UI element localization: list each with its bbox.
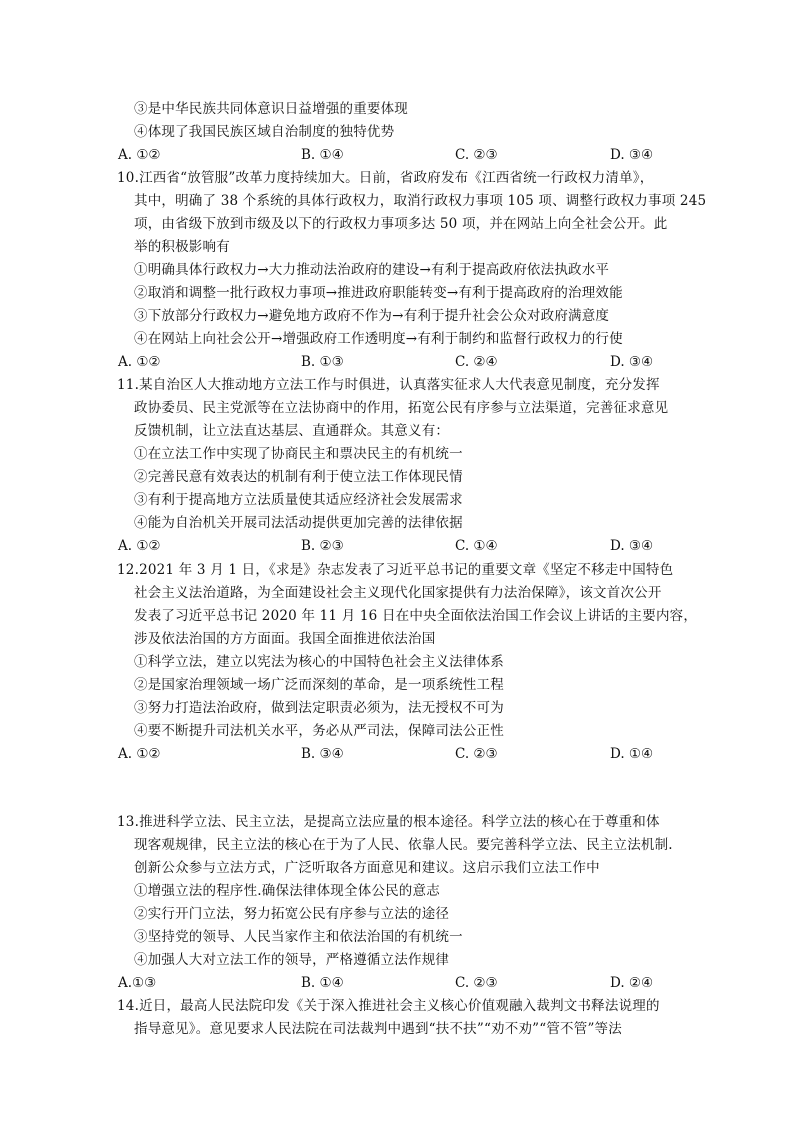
q12-item-4: ④要不断提升司法机关水平，务必从严司法，保障司法公正性 [134, 723, 504, 739]
q13-item-4: ④加强人大对立法工作的领导，严格遵循立法作规律 [134, 952, 450, 968]
q12-option-d[interactable]: D. ①④ [610, 746, 654, 762]
q10-options [118, 353, 678, 371]
q12-option-c[interactable]: C. ②③ [455, 746, 498, 762]
q10-stem-line-3: 项，由省级下放到市级及以下的行政权力事项多达 50 项，并在网站上向全社会公开。此 [134, 216, 668, 232]
q10-item-2: ②取消和调整一批行政权力事项→推进政府职能转变→有利于提高政府的治理效能 [134, 285, 623, 301]
q12-stem-line-4: 涉及依法治国的方方面面。我国全面推进依法治国 [134, 631, 436, 647]
q10-item-3: ③下放部分行政权力→避免地方政府不作为→有利于提升社会公众对政府满意度 [134, 308, 610, 324]
q9-option-b[interactable]: B. ①④ [301, 147, 344, 163]
q10-item-4: ④在网站上向社会公开→增强政府工作透明度→有利于制约和监督行政权力的行使 [134, 331, 623, 347]
q9-item-4: ④体现了我国民族区域自治制度的独特优势 [134, 124, 395, 140]
q11-stem-line-1: 11.某自治区人大推动地方立法工作与时俱进，认真落实征求人大代表意见制度，充分发挥 [117, 377, 660, 393]
q11-stem-line-3: 反馈机制，让立法直达基层、直通群众。其意义有： [134, 423, 450, 439]
q12-option-b[interactable]: B. ③④ [301, 746, 344, 762]
q10-option-a[interactable]: A. ①② [118, 354, 161, 370]
q11-item-3: ③有利于提高地方立法质量使其适应经济社会发展需求 [134, 492, 463, 508]
q10-stem-line-2: 其中，明确了 38 个系统的具体行政权力，取消行政权力事项 105 项、调整行政权力事项 245 [134, 193, 707, 209]
q13-option-b[interactable]: B. ①④ [301, 975, 344, 991]
q12-stem-line-2: 社会主义法治道路，为全面建设社会主义现代化国家提供有力法治保障》，该文首次公开 [134, 585, 662, 601]
q9-option-a[interactable]: A. ①② [118, 147, 161, 163]
q11-option-d[interactable]: D. ③④ [610, 538, 654, 554]
q10-stem-line-4: 举的积极影响有 [134, 239, 230, 255]
q13-item-1: ①增强立法的程序性.确保法律体现全体公民的意志 [134, 883, 440, 899]
q13-stem-line-1: 13.推进科学立法、民主立法，是提高立法应量的根本途径。科学立法的核心在于尊重和体 [117, 814, 660, 830]
q10-option-b[interactable]: B. ①③ [301, 354, 344, 370]
q13-item-2: ②实行开门立法，努力拓宽公民有序参与立法的途径 [134, 906, 450, 922]
q11-item-2: ②完善民意有效表达的机制有利于使立法工作体现民情 [134, 469, 463, 485]
q9-item-3: ③是中华民族共同体意识日益增强的重要体现 [134, 101, 408, 117]
q11-option-a[interactable]: A. ①② [118, 538, 161, 554]
q12-stem-line-3: 发表了习近平总书记 2020 年 11 月 16 日在中央全面依法治国工作会议上讲话的主要内容， [134, 608, 698, 624]
q13-options [118, 974, 678, 992]
q9-option-d[interactable]: D. ③④ [610, 147, 654, 163]
q9-options [118, 146, 678, 164]
q12-item-1: ①科学立法，建立以宪法为核心的中国特色社会主义法律体系 [134, 654, 504, 670]
q9-option-c[interactable]: C. ②③ [455, 147, 498, 163]
q13-stem-line-2: 现客观规律，民主立法的核心在于为了人民、依靠人民。要完善科学立法、民主立法机制. [134, 837, 673, 853]
q11-option-b[interactable]: B. ②③ [301, 538, 344, 554]
q10-option-d[interactable]: D. ③④ [610, 354, 654, 370]
q13-option-c[interactable]: C. ②③ [455, 975, 498, 991]
q13-stem-line-3: 创新公众参与立法方式，广泛听取各方面意见和建议。这启示我们立法工作中 [134, 860, 600, 876]
q14-stem-line-1: 14.近日，最高人民法院印发《关于深入推进社会主义核心价值观融入裁判文书释法说理的 [117, 998, 660, 1014]
q12-options [118, 745, 678, 763]
q10-stem-line-1: 10.江西省“放管服”改革力度持续加大。日前，省政府发布《江西省统一行政权力清单》， [117, 170, 654, 186]
q10-option-c[interactable]: C. ②④ [455, 354, 498, 370]
q12-item-2: ②是国家治理领域一场广泛而深刻的革命，是一项系统性工程 [134, 677, 504, 693]
q12-option-a[interactable]: A. ①② [118, 746, 161, 762]
q12-item-3: ③努力打造法治政府，做到法定职责必须为，法无授权不可为 [134, 700, 504, 716]
q11-item-1: ①在立法工作中实现了协商民主和票决民主的有机统一 [134, 446, 463, 462]
q13-option-a[interactable]: A.①③ [118, 975, 157, 991]
q11-stem-line-2: 政协委员、民主党派等在立法协商中的作用，拓宽公民有序参与立法渠道，完善征求意见 [134, 400, 669, 416]
q13-option-d[interactable]: D. ②④ [610, 975, 654, 991]
q13-item-3: ③坚持党的领导、人民当家作主和依法治国的有机统一 [134, 929, 463, 945]
q11-options [118, 537, 678, 555]
q10-item-1: ①明确具体行政权力→大力推动法治政府的建设→有利于提高政府依法执政水平 [134, 262, 610, 278]
q11-option-c[interactable]: C. ①④ [455, 538, 498, 554]
q11-item-4: ④能为自治机关开展司法活动提供更加完善的法律依据 [134, 515, 463, 531]
q14-stem-line-2: 指导意见》。意见要求人民法院在司法裁判中遇到“扶不扶”“劝不劝”“管不管”等法 [134, 1021, 622, 1037]
q12-stem-line-1: 12.2021 年 3 月 1 日，《求是》杂志发表了习近平总书记的重要文章《坚定不移走中国特色 [117, 562, 674, 578]
